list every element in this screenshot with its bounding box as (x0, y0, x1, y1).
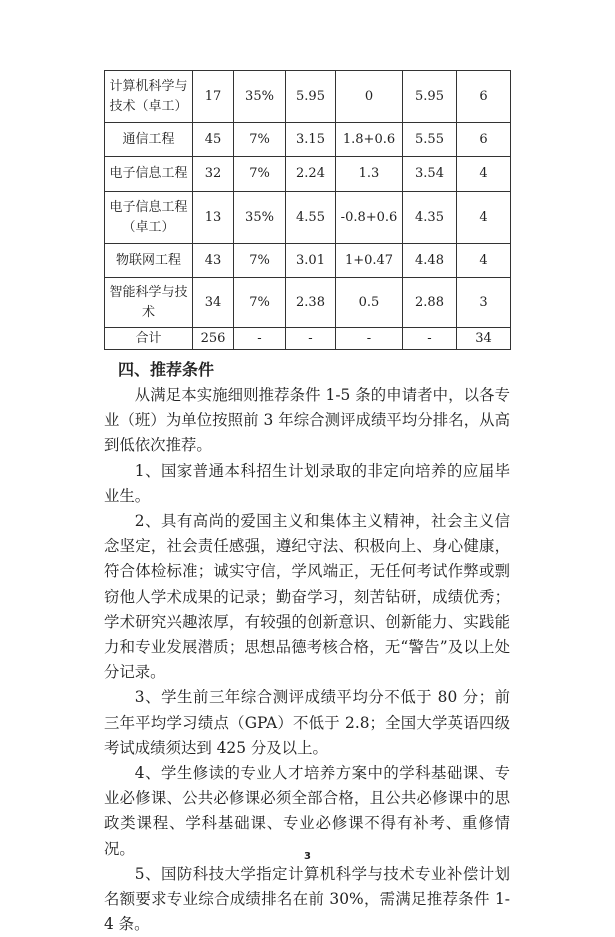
major-name-cell: 通信工程 (105, 123, 193, 157)
condition-4: 4、学生修读的专业人才培养方案中的学科基础课、专业必修课、公共必修课必须全部合格，且公共必修课中的思政类课程、学科基础课、专业必修课不得有补考、重修情况。 (104, 764, 510, 858)
major-name-cell: 电子信息工程（卓工） (105, 192, 193, 244)
table-cell: 7% (234, 278, 286, 328)
table-cell: 7% (234, 123, 286, 157)
condition-2: 2、具有高尚的爱国主义和集体主义精神，社会主义信念坚定，社会责任感强，遵纪守法、积极向上、身心健康，符合体检标准；诚实守信，学风端正，无任何考试作弊或剽窃他人学术成果的记录；勤奋学习，刻苦钻研，成绩优秀；学术研究兴趣浓厚，有较强的创新意识、创新能力、实践能力和专业发展潜质；思想品德考核合格，无“警告”及以上处分记录。 (104, 512, 510, 682)
table-row (105, 244, 511, 278)
table-row (105, 328, 511, 350)
table-cell: - (234, 328, 286, 350)
table-cell: 2.38 (286, 278, 336, 328)
table-cell: 3.01 (286, 244, 336, 278)
table-cell: - (286, 328, 336, 350)
major-name-cell: 电子信息工程 (105, 157, 193, 192)
table-cell: 4.35 (403, 192, 457, 244)
table-cell: 4 (457, 244, 511, 278)
condition-3: 3、学生前三年综合测评成绩平均分不低于 80 分；前三年平均学习绩点（GPA）不低于 2.8；全国大学英语四级考试成绩须达到 425 分及以上。 (104, 688, 510, 757)
table-cell: 6 (457, 123, 511, 157)
table-row (105, 71, 511, 123)
table-cell: 5.55 (403, 123, 457, 157)
major-name-cell: 智能科学与技术 (105, 278, 193, 328)
recommendation-section (104, 356, 510, 937)
table-row (105, 123, 511, 157)
section-heading: 四、推荐条件 (118, 360, 215, 379)
table-cell: 4 (457, 192, 511, 244)
condition-5: 5、国防科技大学指定计算机科学与技术专业补偿计划名额要求专业综合成绩排名在前 30%，需满足推荐条件 1-4 条。 (104, 864, 510, 934)
table-cell: 6 (457, 71, 511, 123)
table-cell: 34 (193, 278, 234, 328)
major-name-cell: 计算机科学与技术（卓工） (105, 71, 193, 123)
table-row (105, 192, 511, 244)
table-cell: 34 (457, 328, 511, 350)
table-cell: 32 (193, 157, 234, 192)
table-cell: 13 (193, 192, 234, 244)
table-row (105, 157, 511, 192)
condition-1: 1、国家普通本科招生计划录取的非定向培养的应届毕业生。 (104, 461, 510, 505)
table-cell: 2.88 (403, 278, 457, 328)
table-cell: 1+0.47 (336, 244, 403, 278)
table-cell: 5.95 (403, 71, 457, 123)
table-cell: 43 (193, 244, 234, 278)
table-cell: - (336, 328, 403, 350)
paragraph-intro: 从满足本实施细则推荐条件 1-5 条的申请者中，以各专业（班）为单位按照前 3 年综合测评成绩平均分排名，从高到低依次推荐。 (104, 386, 510, 455)
table-cell: 4.55 (286, 192, 336, 244)
table-cell: 2.24 (286, 157, 336, 192)
table-cell: - (403, 328, 457, 350)
table-cell: 1.8+0.6 (336, 123, 403, 157)
table-cell: 3.15 (286, 123, 336, 157)
table-cell: 4.48 (403, 244, 457, 278)
table-cell: 3.54 (403, 157, 457, 192)
table-cell: 0.5 (336, 278, 403, 328)
table-cell: 7% (234, 244, 286, 278)
page-body (104, 70, 510, 937)
table-cell: 0 (336, 71, 403, 123)
table-cell: 3 (457, 278, 511, 328)
table-cell: -0.8+0.6 (336, 192, 403, 244)
page-number: 3 (304, 851, 311, 862)
table-cell: 45 (193, 123, 234, 157)
major-name-cell: 合计 (105, 328, 193, 350)
table-row (105, 278, 511, 328)
major-name-cell: 物联网工程 (105, 244, 193, 278)
quota-table (104, 70, 511, 350)
table-cell: 7% (234, 157, 286, 192)
table-cell: 17 (193, 71, 234, 123)
table-cell: 35% (234, 71, 286, 123)
table-cell: 35% (234, 192, 286, 244)
table-cell: 5.95 (286, 71, 336, 123)
table-cell: 4 (457, 157, 511, 192)
table-cell: 256 (193, 328, 234, 350)
table-cell: 1.3 (336, 157, 403, 192)
